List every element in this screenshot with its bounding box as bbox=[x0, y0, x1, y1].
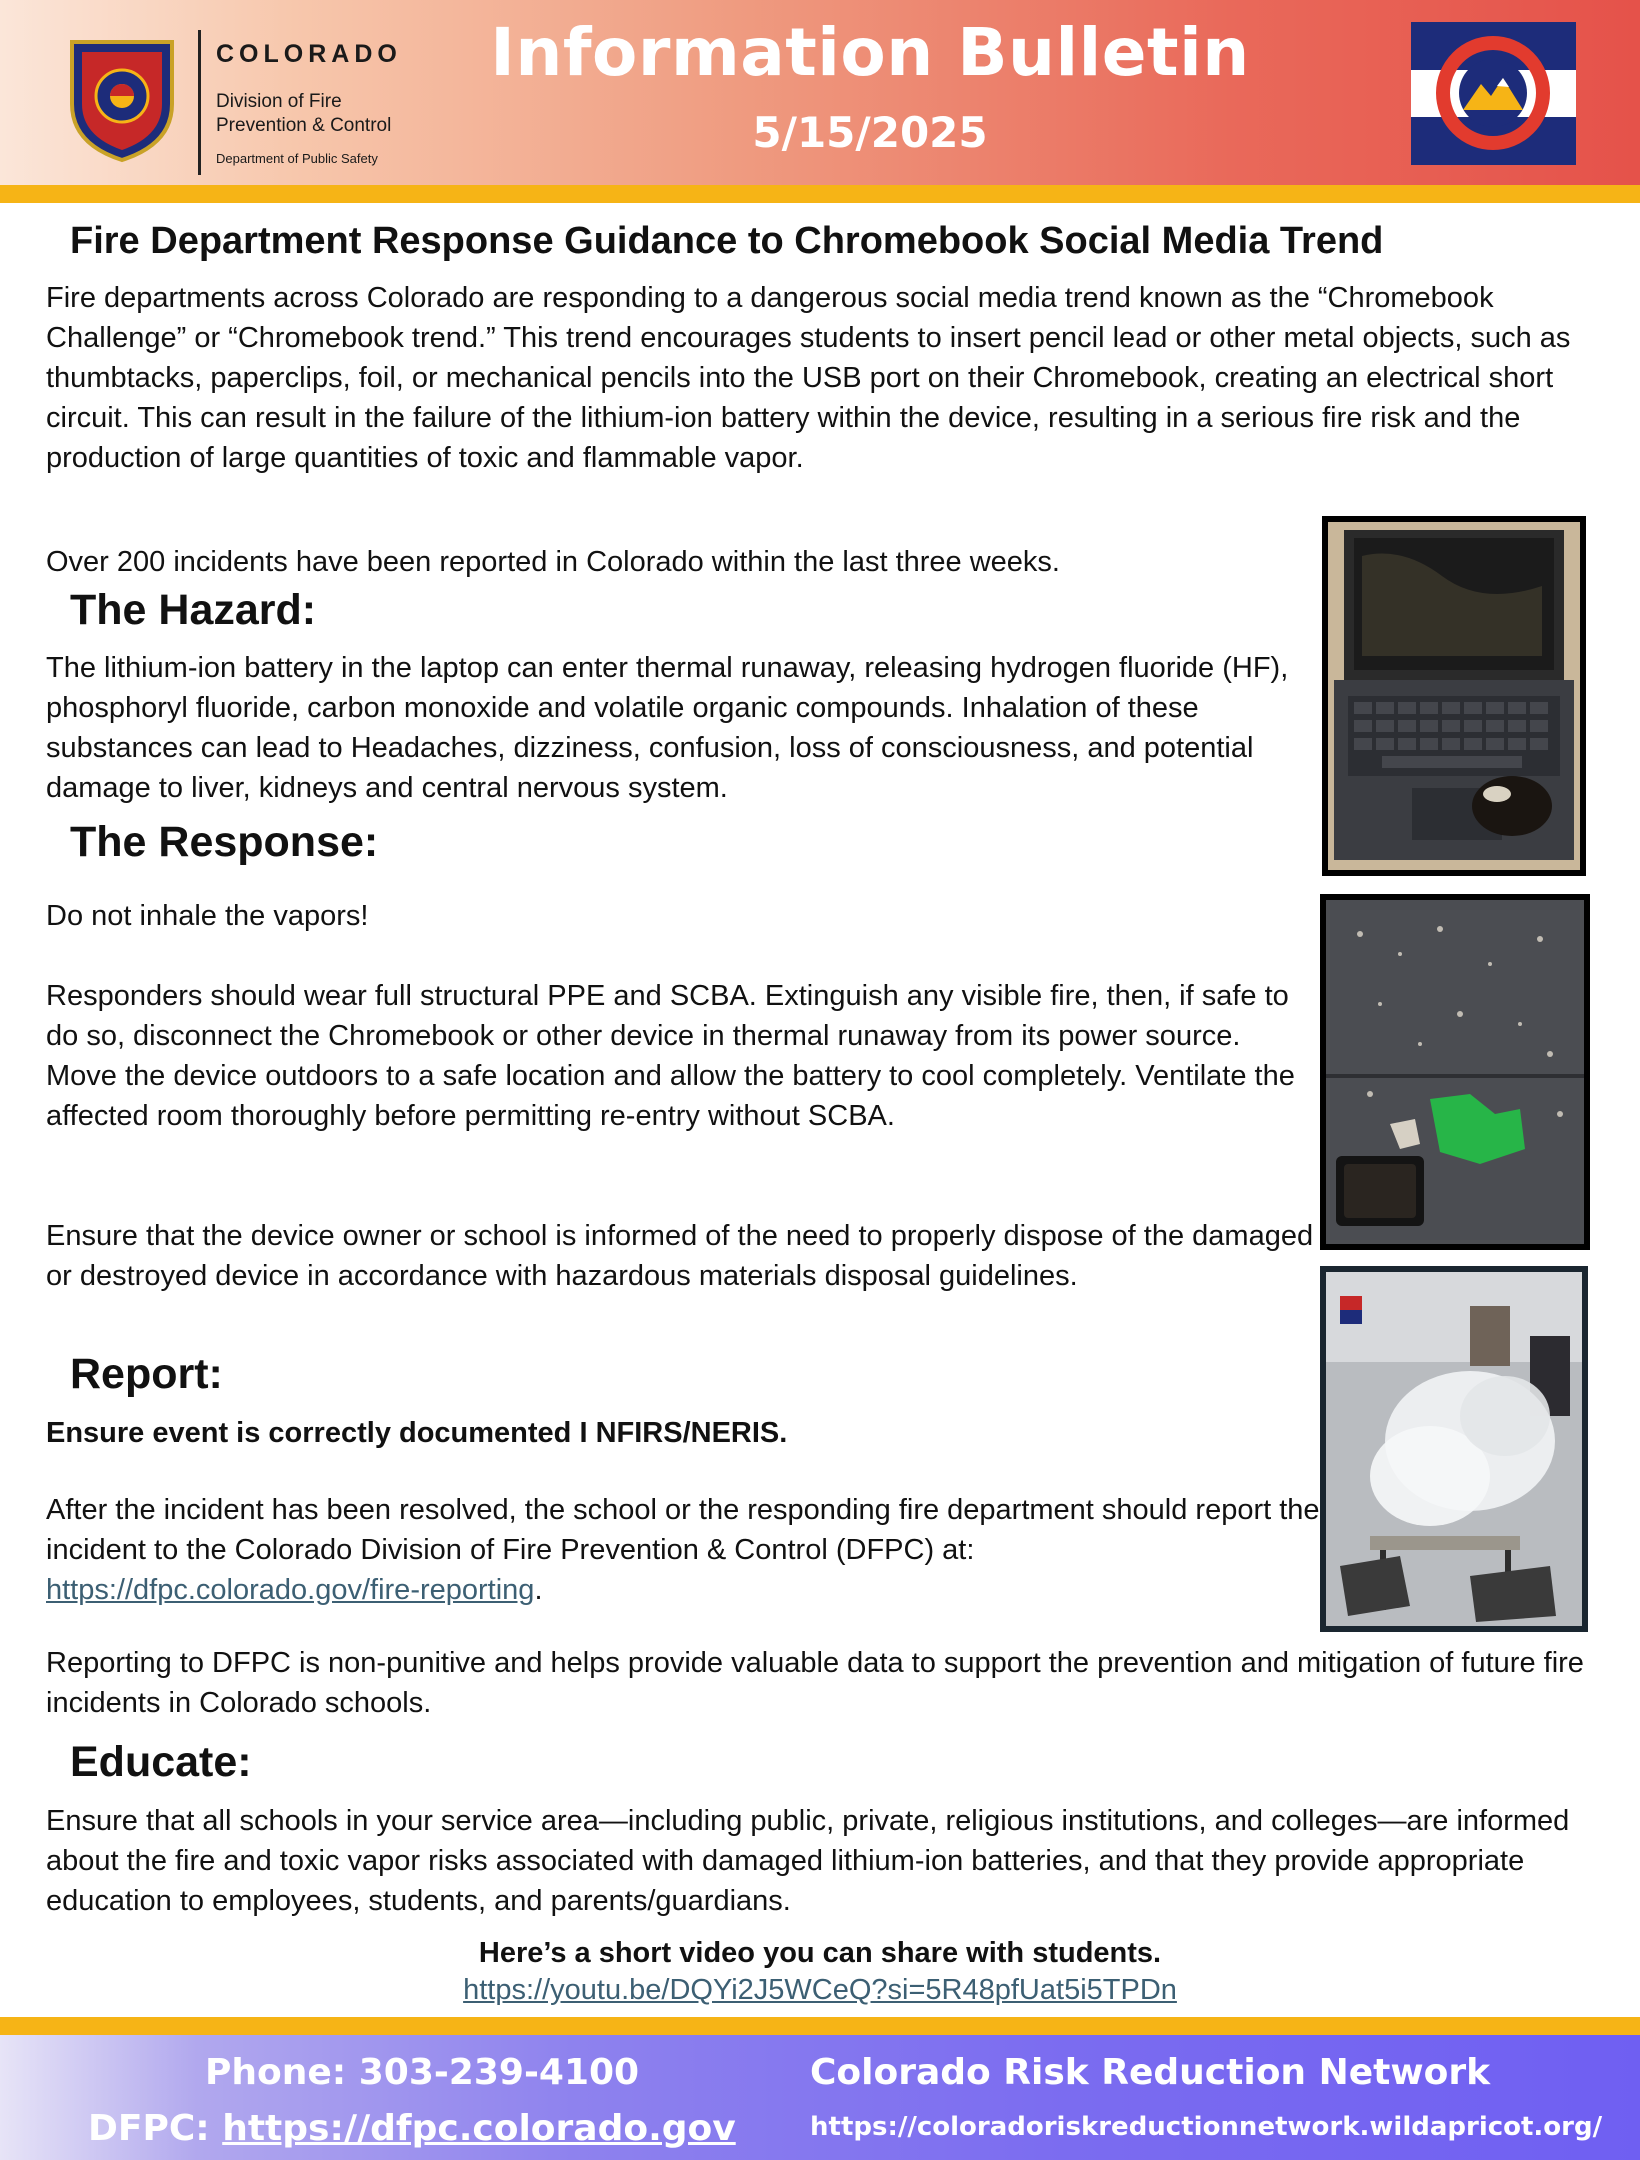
incidents-paragraph: Over 200 incidents have been reported in Colorado within the last three weeks. bbox=[46, 546, 1060, 578]
dfpc-seal-logo bbox=[62, 34, 182, 164]
video-link-row bbox=[0, 1974, 1640, 2007]
bulletin-date: 5/15/2025 bbox=[752, 108, 988, 157]
report-paragraph-1 bbox=[46, 1490, 1331, 1610]
agency-division: Division of Fire Prevention & Control bbox=[216, 91, 392, 136]
response-title: The Response: bbox=[70, 818, 379, 866]
educate-paragraph: Ensure that all schools in your service area—including public, private, religious institutions, and colleges—are informed about the fire and toxic vapor risks associated with damaged lithium-ion batteries, and that they provide appropriate education to employees, students, and parents/guardians. bbox=[46, 1805, 1570, 1917]
agency-state: COLORADO bbox=[216, 40, 402, 68]
footer-phone: Phone: 303-239-4100 bbox=[205, 2052, 640, 2093]
logo-divider bbox=[198, 30, 201, 175]
document-heading: Fire Department Response Guidance to Chromebook Social Media Trend bbox=[70, 220, 1384, 262]
report-documentation-note: Ensure event is correctly documented I NFIRS/NERIS. bbox=[46, 1417, 788, 1449]
footer-dfpc bbox=[88, 2108, 736, 2149]
educate-title: Educate: bbox=[70, 1738, 252, 1786]
crn-logo bbox=[1411, 22, 1576, 165]
footer-dfpc-link[interactable]: https://dfpc.colorado.gov bbox=[222, 2108, 736, 2149]
hazard-paragraph: The lithium-ion battery in the laptop can enter thermal runaway, releasing hydrogen fluoride (HF), phosphoryl fluoride, carbon monoxide and volatile organic compounds. Inhalation of these substances can lead to Headaches, dizziness, confusion, loss of consciousness, and potential damage to liver, kidneys and central nervous system. bbox=[46, 652, 1289, 804]
response-paragraph-3: Ensure that the device owner or school is informed of the need to properly dispose of the damaged or destroyed device in accordance with hazardous materials disposal guidelines. bbox=[46, 1220, 1314, 1292]
bulletin-title: Information Bulletin bbox=[490, 14, 1250, 91]
burned-chromebook-open-photo bbox=[1322, 516, 1586, 876]
footer-crn-name: Colorado Risk Reduction Network bbox=[810, 2052, 1491, 2093]
report-paragraph-end: . bbox=[534, 1574, 543, 1606]
video-link[interactable]: https://youtu.be/DQYi2J5WCeQ?si=5R48pfUat5i5TPDn bbox=[463, 1974, 1177, 2006]
fire-reporting-link[interactable]: https://dfpc.colorado.gov/fire-reporting bbox=[46, 1574, 535, 1606]
burned-chromebook-closed-photo bbox=[1320, 894, 1590, 1250]
footer-crn-url[interactable]: https://coloradoriskreductionnetwork.wildapricot.org/ bbox=[810, 2112, 1603, 2142]
report-paragraph-text: After the incident has been resolved, the school or the responding fire department should report the incident to the Colorado Division of Fire Prevention & Control (DFPC) at: bbox=[46, 1494, 1320, 1566]
footer-dfpc-label: DFPC: bbox=[88, 2108, 223, 2149]
report-title: Report: bbox=[70, 1350, 223, 1398]
response-paragraph-1: Do not inhale the vapors! bbox=[46, 900, 369, 932]
report-paragraph-2: Reporting to DFPC is non-punitive and helps provide valuable data to support the prevention and mitigation of future fire incidents in Colorado schools. bbox=[46, 1647, 1584, 1719]
video-label: Here’s a short video you can share with students. bbox=[478, 1937, 1162, 1969]
footer-accent-bar bbox=[0, 2017, 1640, 2035]
response-paragraph-2: Responders should wear full structural PPE and SCBA. Extinguish any visible fire, then, if safe to do so, disconnect the Chromebook or other device in thermal runaway from its power source. Move the device outdoors to a safe location and allow the battery to cool completely. Ventilate the affected room thoroughly before permitting re-entry without SCBA. bbox=[46, 980, 1295, 1132]
classroom-smoke-photo bbox=[1320, 1266, 1588, 1632]
header-accent-bar bbox=[0, 185, 1640, 203]
hazard-title: The Hazard: bbox=[70, 586, 317, 634]
agency-department: Department of Public Safety bbox=[216, 151, 378, 166]
intro-paragraph: Fire departments across Colorado are responding to a dangerous social media trend known as the “Chromebook Challenge” or “Chromebook trend.” This trend encourages students to insert pencil lead or other metal objects, such as thumbtacks, paperclips, foil, or mechanical pencils into the USB port on their Chromebook, creating an electrical short circuit. This can result in the failure of the lithium-ion battery within the device, resulting in a serious fire risk and the production of large quantities of toxic and flammable vapor. bbox=[46, 282, 1571, 474]
